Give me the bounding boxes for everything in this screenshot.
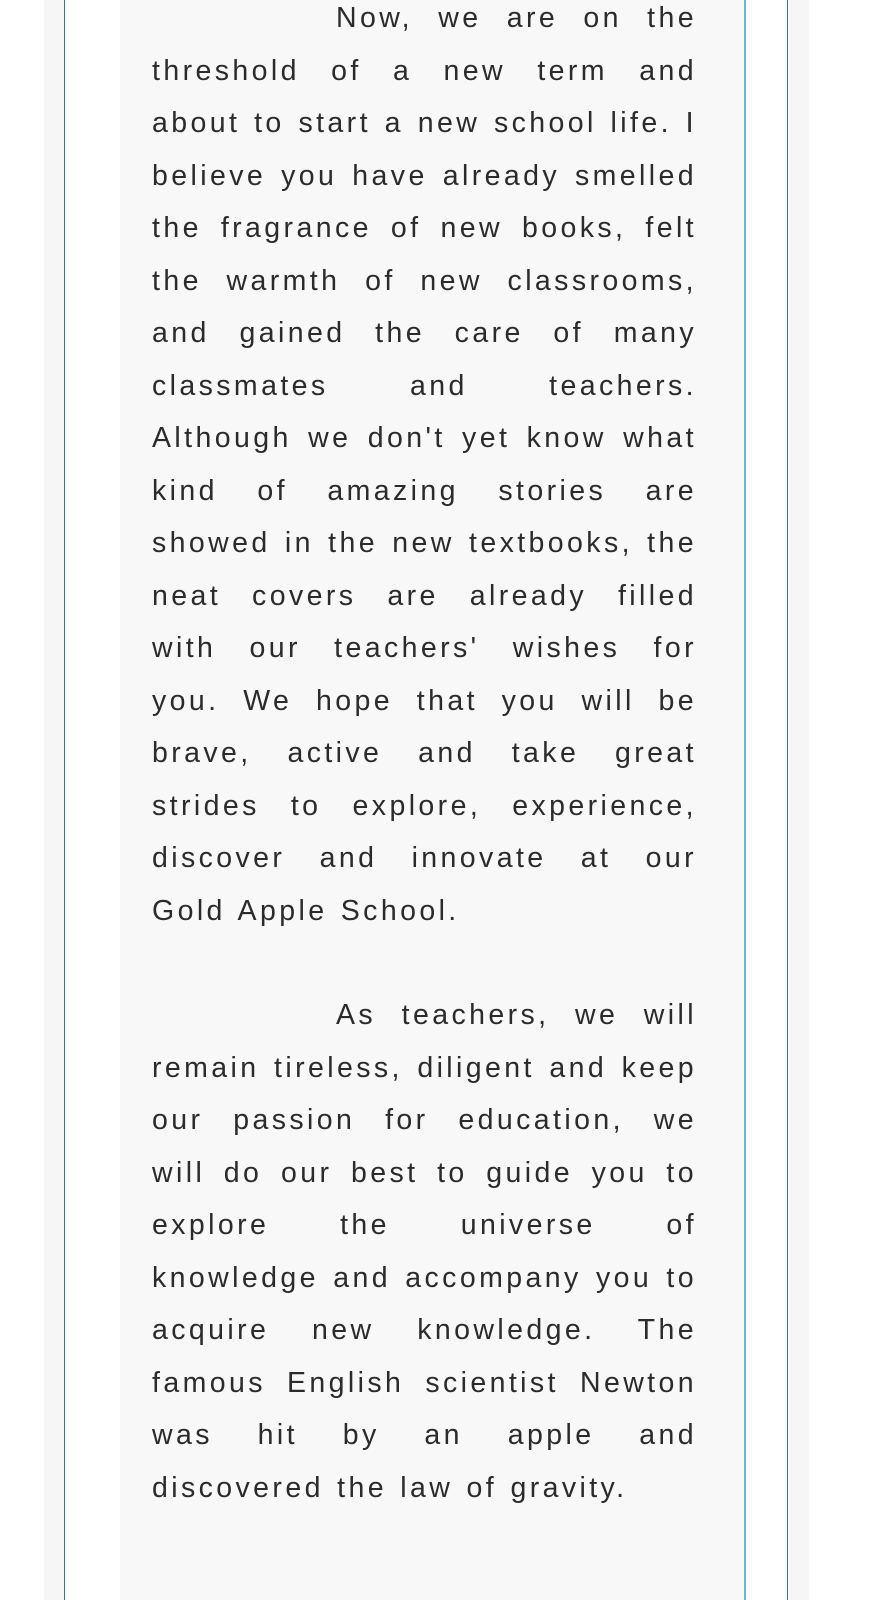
article-paragraph: As teachers, we will remain tireless, diligent and keep our passion for education, we will do our best to guide you to explore the universe of knowledge and accompany you to acquire new knowledge. The famous English scientist Newton was hit by an apple and discovered the law of gravity. [152, 999, 697, 1504]
outer-margin-left [44, 0, 64, 1600]
article-body [152, 0, 697, 1514]
article-paragraph: Now, we are on the threshold of a new term and about to start a new school life. I believe you have already smelled the fragrance of new books, felt the warmth of new classrooms, and gained the care of many classmates and teachers. Although we don't yet know what kind of amazing stories are showed in the new textbooks, the neat covers are already filled with our teachers' wishes for you. We hope that you will be brave, active and take great strides to explore, experience, discover and innovate at our Gold Apple School. [152, 2, 697, 927]
outer-margin-right [789, 0, 809, 1600]
